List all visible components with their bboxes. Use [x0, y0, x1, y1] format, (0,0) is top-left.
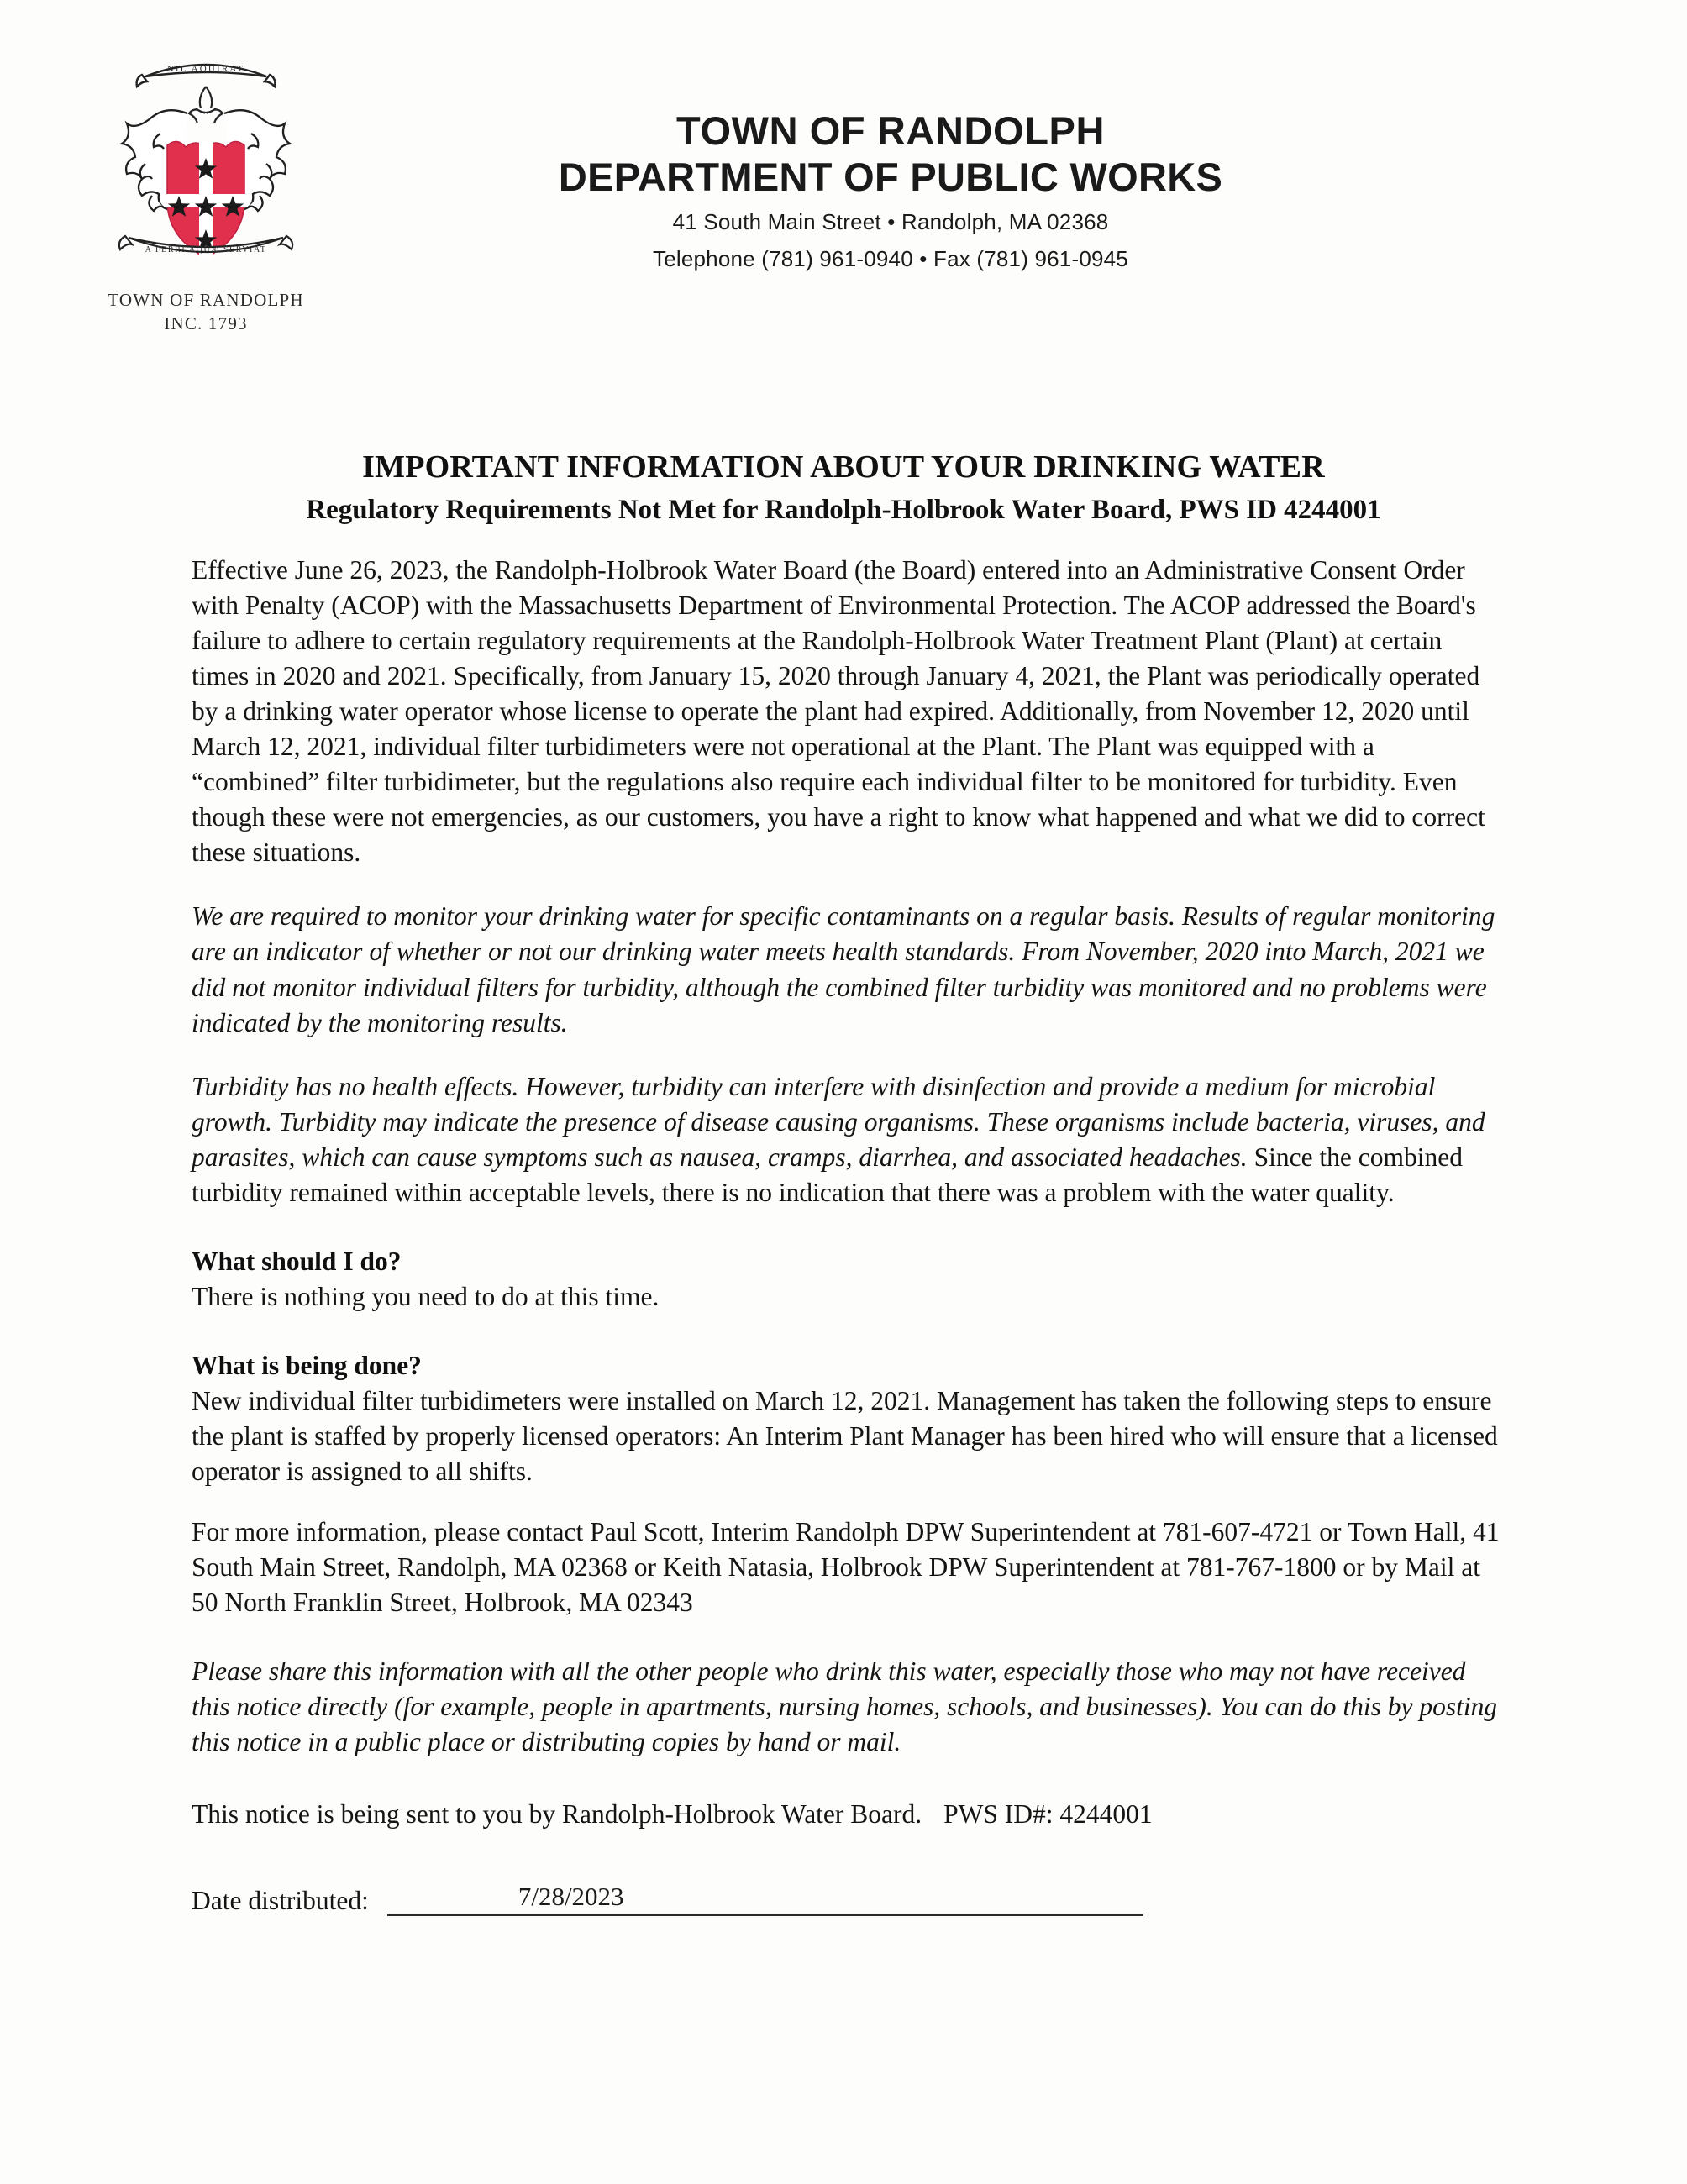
turbidity-roman-text: Since the combined turbidity remained within acceptable levels, there is no indication that there was a problem with the water quality.: [192, 1142, 1463, 1207]
date-distributed-value: 7/28/2023: [513, 1882, 629, 1912]
date-distributed-label: Date distributed:: [192, 1886, 369, 1916]
paragraph-contact: For more information, please contact Paul Scott, Interim Randolph DPW Superintendent at 781-607-4721 or Town Hall, 41 South Main Street, Randolph, MA 02368 or Keith Natasia, Holbrook DPW Superintendent at 781-767-1800 or by Mail at 50 North Franklin Street, Holbrook, MA 02343: [192, 1517, 1500, 1618]
heading-what-is-being-done: What is being done?: [192, 1350, 422, 1380]
paragraph-intro: Effective June 26, 2023, the Randolph-Holbrook Water Board (the Board) entered into an Administrative Consent Order with Penalty (ACOP) with the Massachusetts Department of Environmental Protection. The ACOP addressed the Board's failure to adhere to certain regulatory requirements at the Randolph-Holbrook Water Treatment Plant (Plant) at certain times in 2020 and 2021. Specifically, from January 15, 2020 through January 4, 2021, the Plant was periodically operated by a drinking water operator whose license to operate the plant had expired. Additionally, from November 12, 2020 until March 12, 2021, individual filter turbidimeters were not operational at the Plant. The Plant was equipped with a “combined” filter turbidimeter, but the regulations also require each individual filter to be monitored for turbidity. Even though these were not emergencies, as our customers, you have a right to know what happened and what we did to correct these situations.: [192, 555, 1485, 868]
org-name-town: TOWN OF RANDOLPH: [675, 108, 1106, 153]
paragraph-monitoring: We are required to monitor your drinking water for specific contaminants on a regular basis. Results of regular monitoring are an indicator of whether or not our drinking water meets health standards. From November, 2020 into March, 2021 we did not monitor individual filters for turbidity, although the combined filter turbidity was monitored and no problems were indicated by the monitoring results.: [192, 901, 1495, 1037]
seal-caption-inc: INC. 1793: [164, 312, 248, 333]
notice-sender-text: This notice is being sent to you by Randolph-Holbrook Water Board.: [192, 1799, 922, 1830]
seal-caption: [80, 289, 332, 335]
notice-sender-line: [192, 1797, 1502, 1832]
seal-caption-town: TOWN OF RANDOLPH: [108, 290, 304, 310]
letterhead-contact: Telephone (781) 961-0940 • Fax (781) 961-0945: [653, 245, 1128, 271]
letterhead-text: [487, 108, 1294, 275]
town-seal-block: [80, 46, 332, 335]
date-distributed-row: [192, 1882, 1502, 1916]
title-block: [0, 449, 1687, 526]
answer-what-is-being-done: New individual filter turbidimeters were installed on March 12, 2021. Management has taken the following steps to ensure the plant is staffed by properly licensed operators: An Interim Plant Manager has been hired who will ensure that a licensed operator is assigned to all shifts.: [192, 1385, 1498, 1487]
page-title: IMPORTANT INFORMATION ABOUT YOUR DRINKING WATER: [362, 449, 1325, 485]
svg-text:NIL AQUIRAT: NIL AQUIRAT: [166, 64, 245, 74]
org-name-department: DEPARTMENT OF PUBLIC WORKS: [558, 155, 1223, 200]
document-body: [192, 553, 1502, 1916]
answer-what-should-i-do: There is nothing you need to do at this time.: [192, 1281, 660, 1311]
paragraph-turbidity: [192, 1069, 1502, 1210]
heading-what-should-i-do: What should I do?: [192, 1246, 402, 1276]
svg-text:A FERRI AQUÆ SERVIAT: A FERRI AQUÆ SERVIAT: [145, 245, 267, 255]
page-subtitle: Regulatory Requirements Not Met for Randolph-Holbrook Water Board, PWS ID 4244001: [306, 495, 1381, 525]
letterhead: [0, 0, 1687, 420]
pws-id-label: PWS ID#: 4244001: [943, 1799, 1153, 1830]
letterhead-address: 41 South Main Street • Randolph, MA 02368: [672, 208, 1109, 234]
paragraph-share-notice: Please share this information with all the other people who drink this water, especially those who may not have received this notice directly (for example, people in apartments, nursing homes, schools, and businesses). You can do this by posting this notice in a public place or distributing copies by hand or mail.: [192, 1656, 1498, 1757]
town-seal-icon: [80, 46, 332, 286]
turbidity-italic-text: Turbidity has no health effects. However, turbidity can interfere with disinfection and provide a medium for microbial growth. Turbidity may indicate the presence of disease causing organisms. These organisms include bacteria, viruses, and parasites, which can cause symptoms such as nausea, cramps, diarrhea, and associated headaches.: [192, 1071, 1485, 1172]
date-rule-line: [387, 1914, 1143, 1916]
date-distributed-field[interactable]: [387, 1882, 1143, 1916]
